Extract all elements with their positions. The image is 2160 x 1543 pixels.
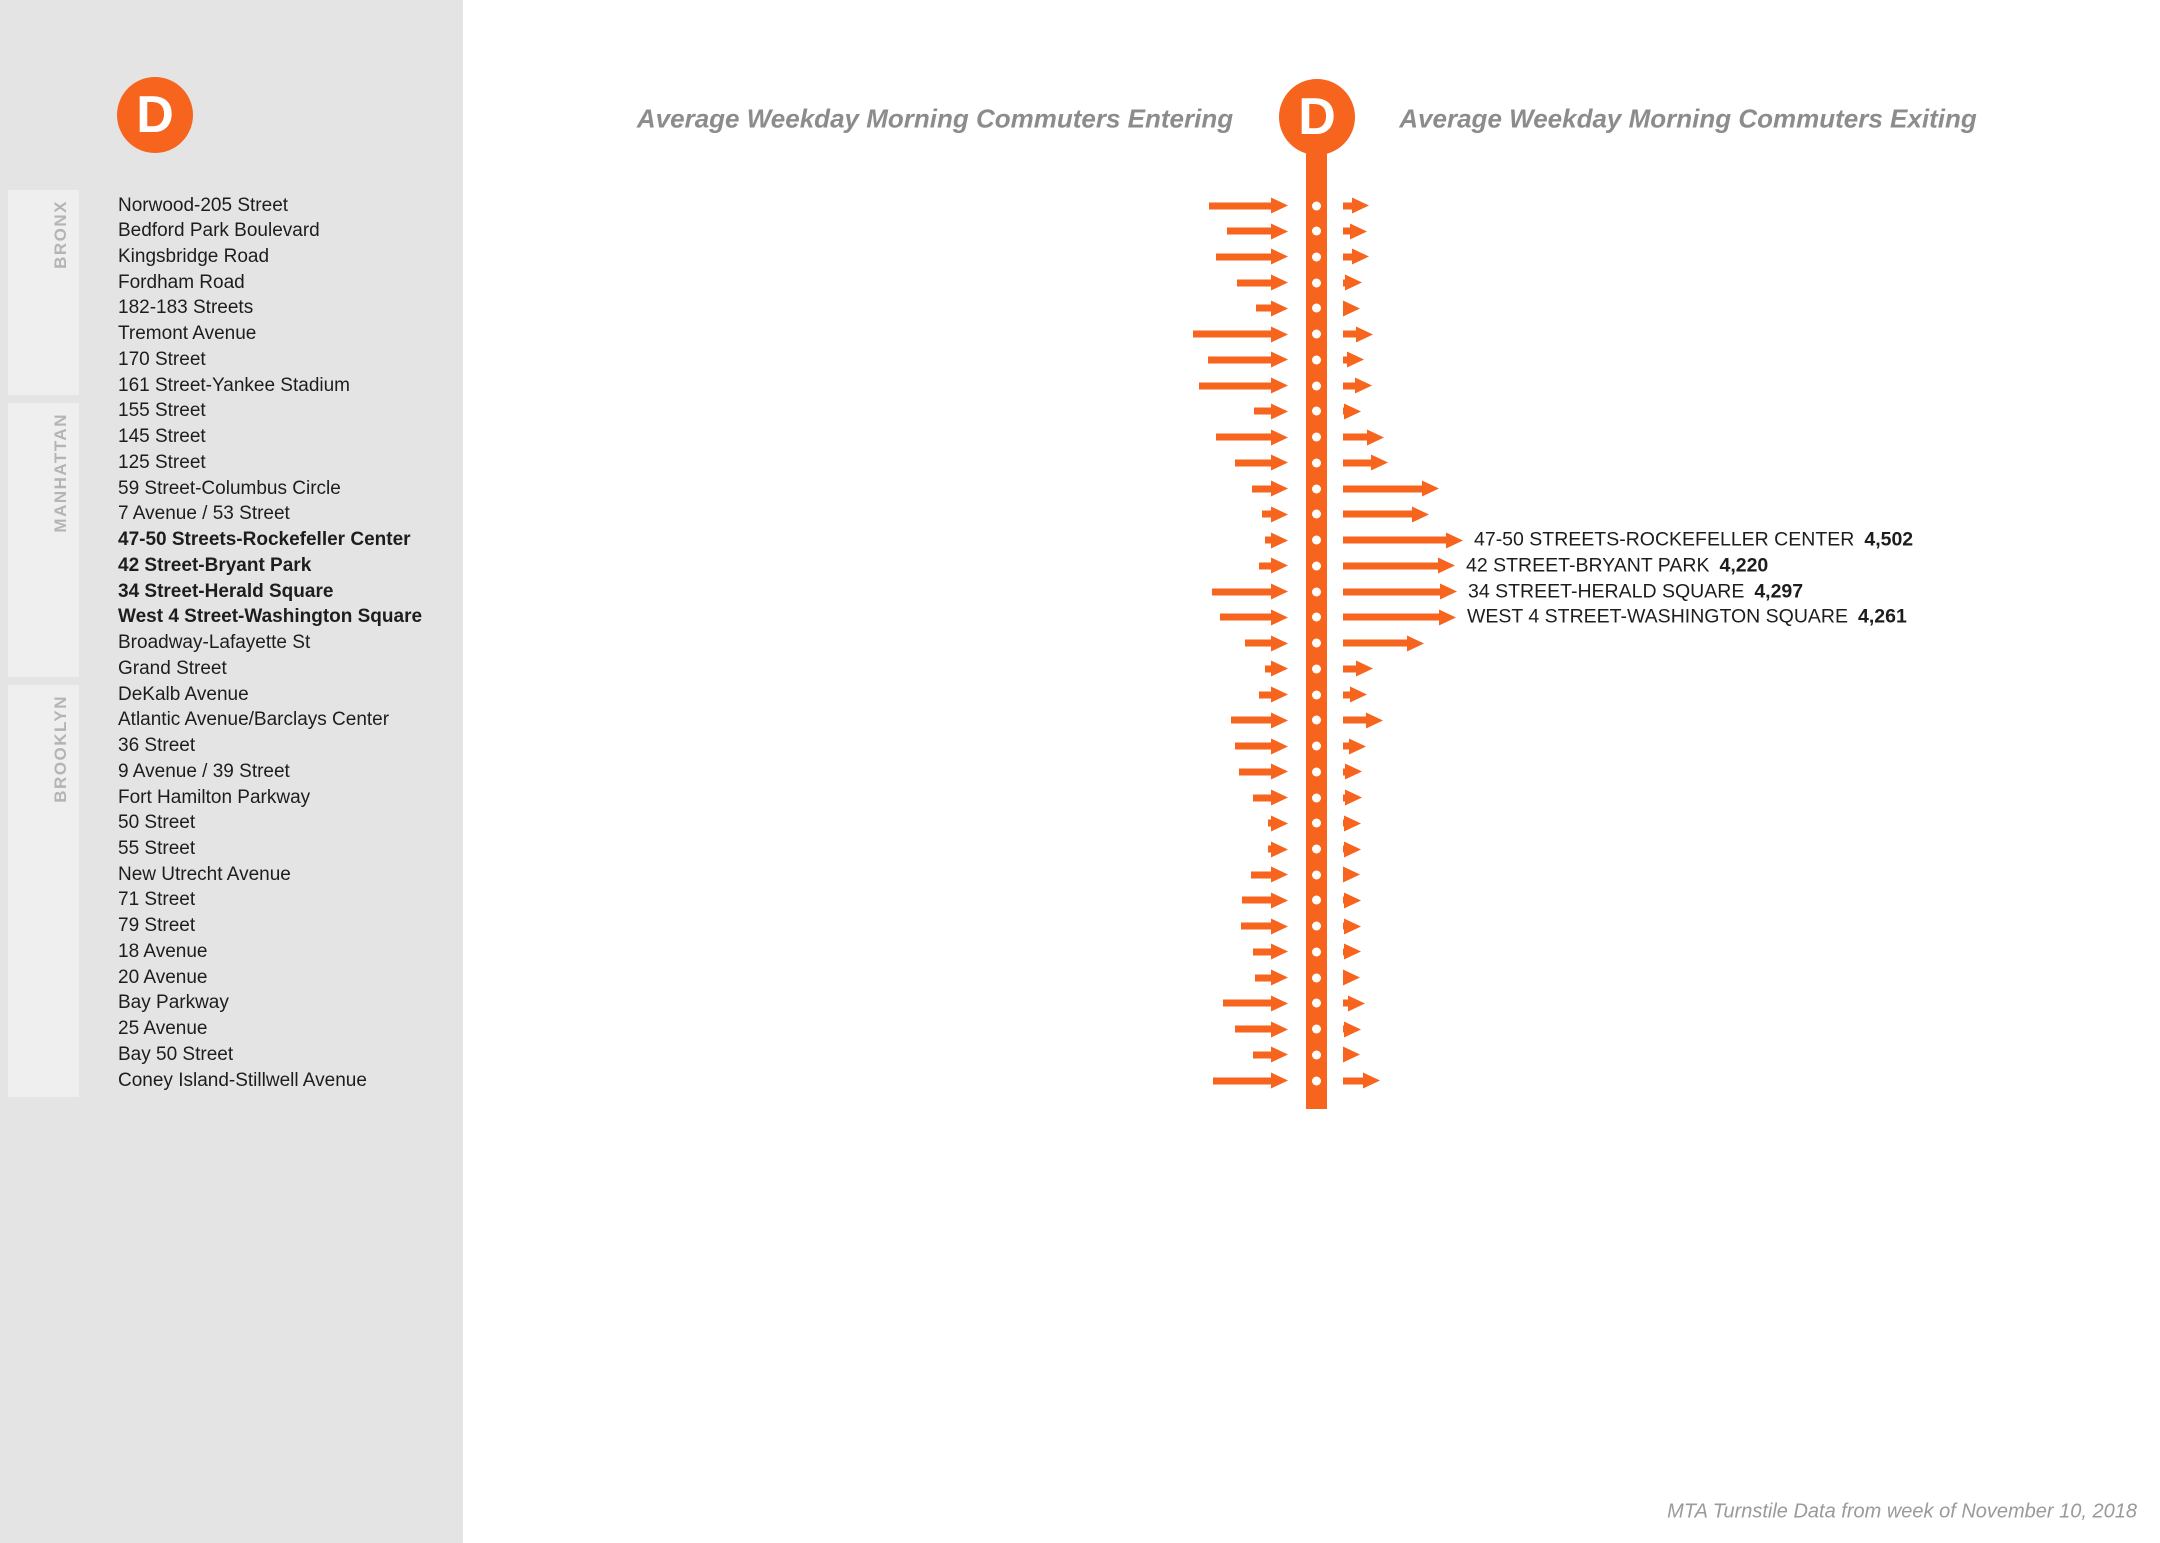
entering-arrow	[1216, 429, 1288, 446]
station-dot	[1312, 767, 1321, 776]
borough-band-brooklyn	[8, 685, 79, 1097]
arrow-head	[1438, 558, 1455, 574]
arrow-shaft	[1209, 202, 1271, 209]
arrow-head	[1271, 764, 1288, 780]
station-name: Norwood-205 Street	[118, 194, 289, 216]
station-name: Kingsbridge Road	[118, 245, 270, 267]
station-name: West 4 Street-Washington Square	[118, 606, 423, 628]
exiting-arrow	[1343, 995, 1365, 1012]
station-dot	[1312, 973, 1321, 982]
station-name: 34 Street-Herald Square	[118, 580, 334, 602]
arrow-head	[1271, 506, 1288, 522]
arrow-head	[1271, 944, 1288, 960]
station-name: 79 Street	[118, 915, 196, 937]
station-name: 125 Street	[118, 451, 206, 473]
exiting-arrow	[1343, 429, 1384, 446]
arrow-shaft	[1245, 640, 1271, 647]
arrow-head	[1271, 738, 1288, 754]
entering-arrow	[1252, 480, 1288, 497]
station-dot	[1312, 407, 1321, 416]
arrow-shaft	[1235, 743, 1271, 750]
arrow-shaft	[1343, 434, 1367, 441]
exiting-arrow	[1343, 274, 1362, 291]
entering-arrow	[1223, 995, 1288, 1012]
station-name: Tremont Avenue	[118, 323, 257, 345]
exiting-arrow	[1343, 1021, 1361, 1038]
title-exiting: Average Weekday Morning Commuters Exiting	[1399, 103, 1977, 134]
arrow-head	[1366, 712, 1383, 728]
arrow-head	[1271, 378, 1288, 394]
borough-label: BROOKLYN	[51, 695, 70, 803]
arrow-head	[1352, 249, 1369, 265]
exiting-arrow	[1343, 300, 1360, 317]
exiting-arrow	[1343, 763, 1362, 780]
arrow-head	[1343, 970, 1360, 986]
entering-arrow	[1254, 403, 1288, 420]
entering-arrow	[1262, 506, 1288, 523]
exiting-arrow	[1343, 712, 1383, 729]
arrow-head	[1271, 429, 1288, 445]
arrow-head	[1345, 275, 1362, 291]
arrow-shaft	[1343, 382, 1355, 389]
exiting-arrow	[1343, 686, 1367, 703]
entering-arrow	[1237, 274, 1288, 291]
exiting-arrow	[1343, 789, 1362, 806]
entering-arrow	[1239, 763, 1288, 780]
exit-label-station: 42 STREET-BRYANT PARK	[1466, 554, 1710, 577]
arrow-head	[1446, 532, 1463, 548]
arrow-shaft	[1343, 485, 1422, 492]
arrow-head	[1356, 661, 1373, 677]
exit-label-station: 47-50 STREETS-ROCKEFELLER CENTER	[1474, 528, 1855, 551]
borough-band-bronx	[8, 190, 79, 395]
station-name: 50 Street	[118, 812, 196, 834]
source-note: MTA Turnstile Data from week of November 10, 2018	[1667, 1500, 2137, 1523]
station-dot	[1312, 845, 1321, 854]
d-route-logo-sidebar	[117, 77, 193, 153]
arrow-shaft	[1256, 305, 1271, 312]
station-dot	[1312, 278, 1321, 287]
entering-arrow	[1209, 197, 1288, 214]
arrow-shaft	[1259, 562, 1271, 569]
entering-arrow	[1242, 892, 1288, 909]
entering-arrow	[1259, 557, 1288, 574]
exit-value-label	[1466, 554, 1768, 577]
exiting-arrow	[1343, 660, 1373, 677]
exiting-arrow	[1343, 557, 1455, 574]
entering-arrow	[1253, 789, 1288, 806]
arrow-shaft	[1213, 1077, 1271, 1084]
arrow-shaft	[1220, 614, 1271, 621]
station-name: 71 Street	[118, 889, 196, 911]
station-dot	[1312, 793, 1321, 802]
station-name: 20 Avenue	[118, 966, 208, 988]
entering-arrow	[1220, 609, 1288, 626]
exiting-arrow	[1343, 635, 1424, 652]
arrow-head	[1271, 249, 1288, 265]
arrow-head	[1271, 558, 1288, 574]
arrow-shaft	[1212, 588, 1271, 595]
arrow-shaft	[1343, 562, 1438, 569]
exiting-arrow	[1343, 326, 1373, 343]
arrow-shaft	[1223, 1000, 1271, 1007]
arrow-head	[1271, 455, 1288, 471]
station-name: 9 Avenue / 39 Street	[118, 760, 290, 782]
arrow-shaft	[1255, 974, 1271, 981]
arrow-head	[1350, 687, 1367, 703]
arrow-shaft	[1343, 228, 1350, 235]
arrow-shaft	[1239, 768, 1271, 775]
arrow-head	[1271, 661, 1288, 677]
arrow-shaft	[1343, 1077, 1363, 1084]
arrow-shaft	[1208, 356, 1271, 363]
arrow-shaft	[1241, 923, 1271, 930]
entering-arrow	[1255, 969, 1288, 986]
d-route-logo-chart	[1279, 79, 1355, 155]
arrow-head	[1271, 635, 1288, 651]
arrow-shaft	[1216, 434, 1271, 441]
station-name: 161 Street-Yankee Stadium	[118, 374, 351, 396]
station-dot	[1312, 381, 1321, 390]
station-name: 7 Avenue / 53 Street	[118, 503, 290, 525]
exiting-arrow	[1343, 351, 1364, 368]
exiting-arrow	[1343, 969, 1360, 986]
exit-value-label	[1474, 529, 1913, 552]
arrow-shaft	[1237, 279, 1271, 286]
station-name: Broadway-Lafayette St	[118, 632, 311, 654]
arrow-head	[1412, 506, 1429, 522]
arrow-shaft	[1199, 382, 1271, 389]
exit-label-station: WEST 4 STREET-WASHINGTON SQUARE	[1467, 605, 1849, 628]
arrow-shaft	[1252, 485, 1271, 492]
subway-route-line	[1306, 153, 1327, 1109]
station-dot	[1312, 613, 1321, 622]
arrow-shaft	[1254, 408, 1271, 415]
exit-label-count: 4,220	[1719, 554, 1769, 577]
exiting-arrow	[1343, 892, 1361, 909]
title-entering: Average Weekday Morning Commuters Entering	[636, 103, 1234, 134]
station-name: 25 Avenue	[118, 1018, 208, 1040]
arrow-head	[1355, 378, 1372, 394]
arrow-head	[1271, 326, 1288, 342]
exiting-arrow	[1343, 197, 1369, 214]
exit-label-count: 4,261	[1858, 605, 1907, 628]
station-name: Coney Island-Stillwell Avenue	[118, 1069, 367, 1091]
arrow-head	[1271, 275, 1288, 291]
exiting-arrow	[1343, 918, 1361, 935]
station-name: 59 Street-Columbus Circle	[118, 477, 341, 499]
station-dot	[1312, 458, 1321, 467]
arrow-head	[1271, 815, 1288, 831]
station-dot	[1312, 1025, 1321, 1034]
arrow-shaft	[1343, 691, 1350, 698]
entering-arrow	[1265, 660, 1288, 677]
entering-arrow	[1268, 841, 1288, 858]
arrow-head	[1422, 481, 1439, 497]
entering-arrow	[1245, 635, 1288, 652]
arrow-head	[1271, 892, 1288, 908]
exiting-arrow	[1343, 583, 1457, 600]
arrow-shaft	[1259, 691, 1271, 698]
entering-arrow	[1253, 943, 1288, 960]
entering-arrow	[1235, 454, 1288, 471]
entering-arrow	[1199, 377, 1288, 394]
exiting-arrow	[1343, 403, 1361, 420]
station-dot	[1312, 742, 1321, 751]
exit-label-count: 4,297	[1754, 580, 1804, 603]
entering-arrow	[1251, 866, 1288, 883]
arrow-head	[1271, 1021, 1288, 1037]
entering-arrow	[1253, 1046, 1288, 1063]
arrow-shaft	[1262, 511, 1271, 518]
arrow-head	[1348, 995, 1365, 1011]
arrow-head	[1271, 223, 1288, 239]
station-dot	[1312, 304, 1321, 313]
arrow-head	[1271, 198, 1288, 214]
station-dot	[1312, 870, 1321, 879]
arrow-head	[1352, 198, 1369, 214]
exiting-arrow	[1343, 815, 1361, 832]
station-dot	[1312, 330, 1321, 339]
exit-label-count: 4,502	[1864, 528, 1914, 551]
arrow-head	[1271, 352, 1288, 368]
arrow-head	[1345, 764, 1362, 780]
sidebar	[0, 0, 463, 1543]
arrow-head	[1271, 300, 1288, 316]
station-name: Atlantic Avenue/Barclays Center	[118, 709, 390, 731]
arrow-head	[1343, 1047, 1360, 1063]
entering-arrow	[1235, 1021, 1288, 1038]
station-dot	[1312, 587, 1321, 596]
entering-arrow	[1213, 1072, 1288, 1089]
station-dot	[1312, 999, 1321, 1008]
station-dot	[1312, 922, 1321, 931]
arrow-shaft	[1343, 614, 1439, 621]
station-dot	[1312, 510, 1321, 519]
borough-label: BRONX	[51, 200, 70, 269]
arrow-head	[1343, 867, 1360, 883]
arrow-shaft	[1343, 665, 1356, 672]
arrow-head	[1440, 584, 1457, 600]
arrow-head	[1271, 790, 1288, 806]
station-name: 155 Street	[118, 400, 206, 422]
arrow-head	[1271, 995, 1288, 1011]
arrow-head	[1439, 609, 1456, 625]
station-name: Fort Hamilton Parkway	[118, 786, 311, 808]
station-name: New Utrecht Avenue	[118, 863, 291, 885]
arrow-head	[1363, 1073, 1380, 1089]
arrow-shaft	[1343, 202, 1352, 209]
station-dot	[1312, 1076, 1321, 1085]
station-dot	[1312, 664, 1321, 673]
arrow-shaft	[1343, 459, 1371, 466]
arrow-shaft	[1343, 511, 1412, 518]
arrow-head	[1344, 892, 1361, 908]
station-name: Bedford Park Boulevard	[118, 220, 320, 242]
arrow-shaft	[1242, 897, 1271, 904]
arrow-head	[1271, 1047, 1288, 1063]
arrow-head	[1344, 403, 1361, 419]
arrow-head	[1271, 712, 1288, 728]
entering-arrow	[1265, 532, 1288, 549]
entering-arrow	[1212, 583, 1288, 600]
exit-value-label	[1468, 580, 1803, 603]
station-dot	[1312, 690, 1321, 699]
station-name: DeKalb Avenue	[118, 683, 249, 705]
arrow-head	[1271, 481, 1288, 497]
arrow-head	[1271, 970, 1288, 986]
arrow-head	[1349, 738, 1366, 754]
station-name: 55 Street	[118, 838, 196, 859]
station-name: Grand Street	[118, 657, 227, 679]
station-name: 145 Street	[118, 426, 206, 448]
arrow-shaft	[1343, 331, 1356, 338]
arrow-head	[1271, 609, 1288, 625]
station-dot	[1312, 355, 1321, 364]
exiting-arrow	[1343, 480, 1439, 497]
station-dot	[1312, 716, 1321, 725]
arrow-head	[1344, 815, 1361, 831]
exiting-arrow	[1343, 506, 1429, 523]
exiting-arrow	[1343, 454, 1388, 471]
arrow-shaft	[1343, 588, 1440, 595]
entering-arrow	[1208, 351, 1288, 368]
arrow-head	[1271, 841, 1288, 857]
route-letter: D	[136, 86, 174, 144]
station-dot	[1312, 1050, 1321, 1059]
exiting-arrow	[1343, 248, 1369, 265]
arrow-shaft	[1251, 871, 1271, 878]
station-name: Bay 50 Street	[118, 1043, 234, 1065]
arrow-head	[1344, 918, 1361, 934]
arrow-shaft	[1227, 228, 1271, 235]
exiting-arrow	[1343, 866, 1360, 883]
station-dot	[1312, 201, 1321, 210]
entering-arrow	[1268, 815, 1288, 832]
arrow-shaft	[1216, 253, 1271, 260]
entering-arrow	[1256, 300, 1288, 317]
station-dot	[1312, 227, 1321, 236]
exiting-arrow	[1343, 1072, 1380, 1089]
arrow-head	[1271, 867, 1288, 883]
exiting-arrow	[1343, 532, 1463, 549]
arrow-head	[1347, 352, 1364, 368]
borough-band-manhattan	[8, 403, 79, 677]
station-name: 36 Street	[118, 735, 196, 757]
station-dot	[1312, 536, 1321, 545]
arrow-shaft	[1253, 1051, 1271, 1058]
arrow-head	[1367, 429, 1384, 445]
station-dot	[1312, 252, 1321, 261]
exiting-arrow	[1343, 223, 1367, 240]
exiting-arrow	[1343, 1046, 1360, 1063]
exit-value-label	[1467, 606, 1907, 629]
exiting-arrow	[1343, 377, 1372, 394]
station-name: 18 Avenue	[118, 940, 208, 962]
entering-arrow	[1227, 223, 1288, 240]
arrow-shaft	[1235, 1026, 1271, 1033]
station-dot	[1312, 561, 1321, 570]
arrow-head	[1350, 223, 1367, 239]
station-dot	[1312, 639, 1321, 648]
station-name: Bay Parkway	[118, 992, 229, 1014]
entering-arrow	[1235, 738, 1288, 755]
arrow-head	[1271, 403, 1288, 419]
station-dot	[1312, 484, 1321, 493]
arrow-shaft	[1253, 948, 1271, 955]
arrow-shaft	[1253, 794, 1271, 801]
exiting-arrow	[1343, 609, 1456, 626]
entering-arrow	[1216, 248, 1288, 265]
arrow-shaft	[1343, 640, 1407, 647]
arrow-head	[1343, 300, 1360, 316]
arrow-shaft	[1343, 537, 1446, 544]
borough-label: MANHATTAN	[51, 413, 70, 533]
arrow-shaft	[1193, 331, 1271, 338]
exit-label-station: 34 STREET-HERALD SQUARE	[1468, 580, 1745, 603]
station-name: 47-50 Streets-Rockefeller Center	[118, 529, 411, 551]
arrow-head	[1271, 918, 1288, 934]
arrow-shaft	[1343, 717, 1366, 724]
entering-arrow	[1231, 712, 1288, 729]
station-name: 170 Street	[118, 348, 206, 370]
arrow-head	[1407, 635, 1424, 651]
arrow-shaft	[1343, 253, 1352, 260]
station-name: 42 Street-Bryant Park	[118, 554, 312, 576]
exiting-arrow	[1343, 738, 1366, 755]
station-name: Fordham Road	[118, 271, 245, 293]
station-dot	[1312, 896, 1321, 905]
arrow-shaft	[1231, 717, 1271, 724]
arrow-head	[1271, 584, 1288, 600]
station-dot	[1312, 819, 1321, 828]
arrow-shaft	[1235, 459, 1271, 466]
station-name: 182-183 Streets	[118, 297, 254, 319]
arrow-head	[1271, 687, 1288, 703]
arrow-head	[1356, 326, 1373, 342]
arrow-head	[1271, 1073, 1288, 1089]
entering-arrow	[1241, 918, 1288, 935]
station-dot	[1312, 947, 1321, 956]
arrow-head	[1344, 1021, 1361, 1037]
arrow-head	[1271, 532, 1288, 548]
entering-arrow	[1193, 326, 1288, 343]
arrow-head	[1344, 944, 1361, 960]
station-dot	[1312, 433, 1321, 442]
arrow-head	[1345, 790, 1362, 806]
route-letter: D	[1298, 88, 1336, 146]
arrow-head	[1344, 841, 1361, 857]
exiting-arrow	[1343, 841, 1361, 858]
entering-arrow	[1259, 686, 1288, 703]
arrow-head	[1371, 455, 1388, 471]
exiting-arrow	[1343, 943, 1361, 960]
